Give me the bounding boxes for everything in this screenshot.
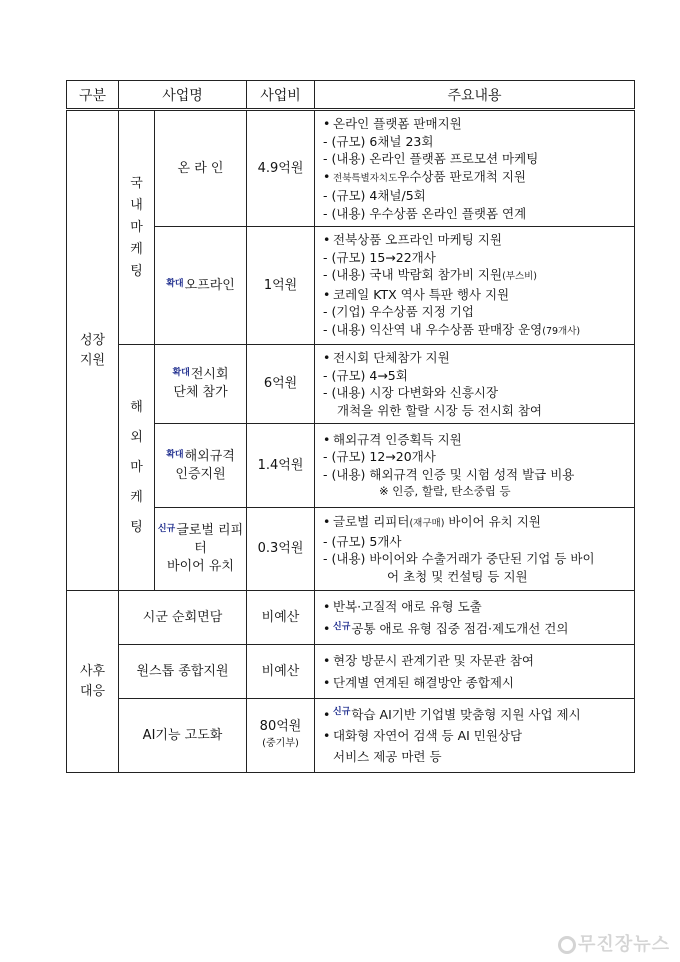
budget-offline: 1억원 — [247, 227, 315, 345]
business-name-certification — [155, 424, 247, 508]
business-name-online: 온 라 인 — [155, 110, 247, 227]
content-line: 어 초청 및 컨설팅 등 지원 — [387, 568, 528, 584]
content-line: - (내용) 해외규격 인증 및 시험 성적 발급 비용 — [323, 466, 575, 482]
new-tag: 신규 — [333, 707, 351, 717]
business-name-ai: AI기능 고도화 — [119, 699, 247, 773]
budget-ai — [247, 699, 315, 773]
content-text: 학습 AI기반 기업별 맞춤형 지원 사업 제시 — [351, 707, 581, 722]
category-growth-support — [67, 110, 119, 591]
content-line — [323, 168, 630, 188]
content-ai — [315, 699, 635, 773]
table-header-row — [67, 81, 635, 110]
budget-certification: 1.4억원 — [247, 424, 315, 508]
subcategory-char: 마 — [130, 219, 143, 235]
category-label: 성장 지원 — [79, 332, 106, 368]
table-row — [67, 591, 635, 645]
content-line: • 전북상품 오프라인 마케팅 지원 — [323, 231, 630, 249]
business-name-global-repeater — [155, 508, 247, 591]
subcategory-char: 팅 — [130, 263, 143, 279]
content-note: ※ 인증, 할랄, 탄소중립 등 — [379, 484, 511, 498]
name-text: 글로벌 리피터 — [176, 523, 244, 556]
content-line: - (규모) 4→5회 — [323, 367, 408, 383]
expand-tag: 확대 — [166, 278, 184, 289]
content-line: - (내용) 우수상품 온라인 플랫폼 연계 — [323, 205, 527, 221]
budget-online: 4.9억원 — [247, 110, 315, 227]
watermark — [558, 930, 670, 956]
content-line: - (내용) 바이어와 수출거래가 중단된 기업 등 바이 — [323, 551, 595, 566]
business-name-onestop: 원스톱 종합지원 — [119, 645, 247, 699]
header-budget: 사업비 — [247, 81, 315, 110]
name-text: 전시회 — [190, 367, 229, 382]
name-line — [155, 522, 246, 558]
logo-icon — [558, 936, 576, 954]
header-category: 구분 — [67, 81, 119, 110]
subcategory-char: 내 — [130, 197, 143, 213]
business-name-exhibition — [155, 345, 247, 424]
business-name-offline — [155, 227, 247, 345]
content-text: 공통 애로 유형 집중 점검·제도개선 건의 — [351, 620, 569, 636]
new-tag: 신규 — [333, 621, 351, 632]
content-line — [323, 266, 630, 286]
small-note: (재구매) — [409, 518, 445, 529]
budget-exhibition: 6억원 — [247, 345, 315, 424]
business-name-interview: 시군 순회면담 — [119, 591, 247, 645]
expand-tag: 확대 — [172, 368, 190, 378]
budget-onestop: 비예산 — [247, 645, 315, 699]
content-text: 바이어 유치 지원 — [444, 514, 541, 529]
subcategory-overseas-marketing — [119, 345, 155, 591]
content-line — [323, 513, 630, 533]
content-line: • 전시회 단체참가 지원 — [323, 349, 630, 367]
content-line: • 현장 방문시 관계기관 및 자문관 참여 — [323, 650, 630, 672]
content-global-repeater — [315, 508, 635, 591]
content-exhibition — [315, 345, 635, 424]
budget-note-text: (중기부) — [262, 738, 299, 749]
content-line — [323, 704, 630, 725]
content-line: 개척을 위한 할랄 시장 등 전시회 참여 — [337, 402, 542, 418]
budget-note — [247, 735, 314, 752]
category-post-response — [67, 591, 119, 773]
name-line — [155, 366, 246, 384]
content-line: - (내용) 온라인 플랫폼 프로모션 마케팅 — [323, 151, 539, 166]
name-text: 오프라인 — [184, 277, 235, 293]
name-line: 바이어 유치 — [167, 559, 234, 574]
table-row — [67, 699, 635, 773]
small-note: (부스비) — [502, 271, 538, 282]
content-certification — [315, 424, 635, 508]
subcategory-char: 케 — [130, 241, 143, 257]
content-offline — [315, 227, 635, 345]
content-line: - (규모) 6채널 23회 — [323, 133, 434, 149]
content-line: - (기업) 우수상품 지정 기업 — [323, 304, 474, 319]
content-line: - (규모) 15→22개사 — [323, 249, 436, 265]
category-label: 사후 대응 — [79, 663, 106, 699]
content-line: • 단계별 연계된 해결방안 종합제시 — [323, 672, 630, 694]
header-main-content: 주요내용 — [315, 81, 635, 110]
content-line: • 반복·고질적 애로 유형 도출 — [323, 596, 630, 618]
budget-interview: 비예산 — [247, 591, 315, 645]
content-line — [323, 321, 630, 341]
budget-value: 80억원 — [259, 719, 302, 734]
content-text: - (내용) 국내 박람회 참가비 지원 — [323, 267, 503, 282]
content-line: - (내용) 시장 다변화와 신흥시장 — [323, 385, 499, 400]
content-line: - (규모) 12→20개사 — [323, 449, 436, 464]
subcategory-domestic-marketing — [119, 110, 155, 345]
header-business-name: 사업명 — [119, 81, 247, 110]
content-line: • 해외규격 인증획득 지원 — [323, 431, 630, 449]
content-text: 글로벌 리피터 — [333, 514, 410, 529]
content-line: • 온라인 플랫폼 판매지원 — [323, 115, 630, 133]
small-note: 전북특별자치도 — [333, 172, 398, 184]
new-tag: 신규 — [157, 524, 176, 534]
subcategory-char: 외 — [130, 429, 143, 445]
content-text: - (내용) 익산역 내 우수상품 판매장 운영 — [323, 321, 543, 337]
name-text: 해외규격 — [184, 448, 235, 464]
subcategory-char: 국 — [130, 175, 143, 191]
expand-tag: 확대 — [166, 449, 184, 460]
budget-global-repeater: 0.3억원 — [247, 508, 315, 591]
subcategory-char: 해 — [130, 399, 143, 415]
table-row — [67, 110, 635, 227]
name-line: 단체 참가 — [173, 385, 228, 400]
content-line: • 코레일 KTX 역사 특판 행사 지원 — [323, 286, 630, 304]
content-line: 서비스 제공 마련 등 — [333, 749, 442, 764]
content-line: - (규모) 5개사 — [323, 533, 402, 549]
content-line: • 대화형 자연어 검색 등 AI 민원상담 — [323, 725, 630, 746]
table-row — [67, 645, 635, 699]
watermark-text: 무진장뉴스 — [578, 934, 670, 955]
subcategory-char: 팅 — [130, 519, 143, 535]
subcategory-char: 마 — [130, 459, 143, 475]
content-line: - (규모) 4채널/5회 — [323, 188, 426, 203]
small-note: (79개사) — [542, 325, 581, 337]
content-text: 우수상품 판로개척 지원 — [397, 168, 526, 184]
content-online — [315, 110, 635, 227]
content-line — [323, 618, 630, 640]
content-onestop — [315, 645, 635, 699]
content-interview — [315, 591, 635, 645]
table-row — [67, 345, 635, 424]
subcategory-char: 케 — [130, 489, 143, 505]
name-line: 인증지원 — [175, 466, 226, 482]
name-line — [155, 448, 246, 466]
business-table — [66, 80, 635, 773]
